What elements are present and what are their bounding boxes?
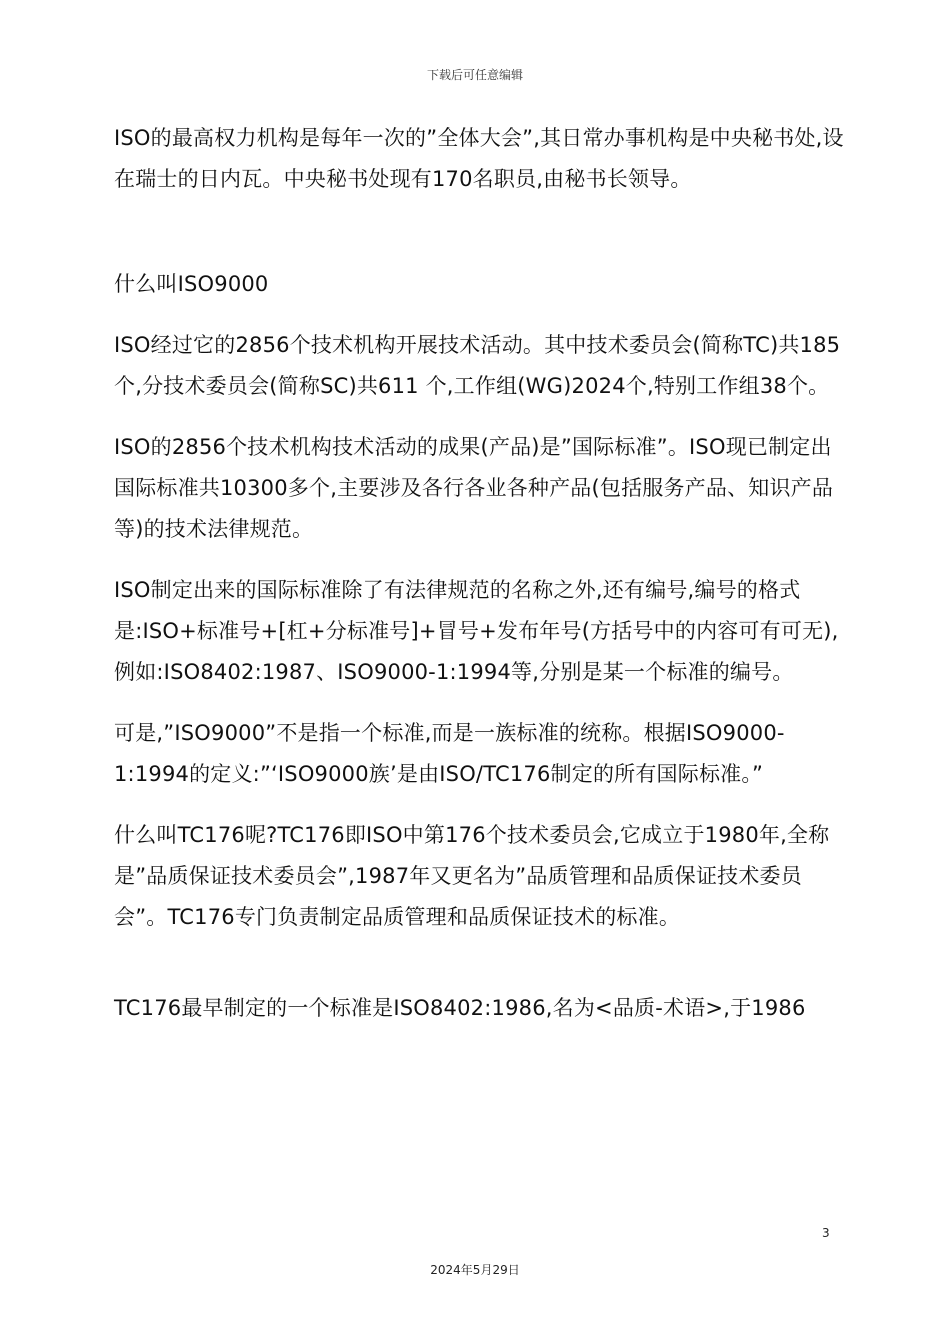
paragraph-technical-bodies: ISO经过它的2856个技术机构开展技术活动。其中技术委员会(简称TC)共185个,分技术委员会(简称SC)共611 个,工作组(WG)2024个,特别工作组38个。 — [114, 333, 841, 398]
paragraph-first-standard: TC176最早制定的一个标准是ISO8402:1986,名为<品质-术语>,于1986 — [114, 996, 806, 1020]
page-header: 下载后可任意编辑 — [426, 68, 523, 82]
paragraph-standard-numbering: ISO制定出来的国际标准除了有法律规范的名称之外,还有编号,编号的格式是:ISO+标准号+[杠+分标准号]+冒号+发布年号(方括号中的内容可有可无),例如:ISO8402:1987、ISO9000-1:1994等,分别是某一个标准的编号。 — [114, 578, 839, 684]
document-body — [114, 118, 844, 1029]
page-date: 2024年5月29日 — [430, 1263, 520, 1277]
page-number: 3 — [822, 1226, 830, 1240]
paragraph-tc176: 什么叫TC176呢?TC176即ISO中第176个技术委员会,它成立于1980年,全称是”品质保证技术委员会”,1987年又更名为”品质管理和品质保证技术委员会”。TC176专门负责制定品质管理和品质保证技术的标准。 — [114, 823, 830, 929]
paragraph-iso9000-family: 可是,”ISO9000”不是指一个标准,而是一族标准的统称。根据ISO9000-1:1994的定义:”‘ISO9000族’是由ISO/TC176制定的所有国际标准。” — [114, 721, 785, 786]
section-heading: 什么叫ISO9000 — [114, 272, 269, 296]
paragraph-iso-governance: ISO的最高权力机构是每年一次的”全体大会”,其日常办事机构是中央秘书处,设在瑞士的日内瓦。中央秘书处现有170名职员,由秘书长领导。 — [114, 126, 844, 191]
paragraph-international-standards: ISO的2856个技术机构技术活动的成果(产品)是”国际标准”。ISO现已制定出国际标准共10300多个,主要涉及各行各业各种产品(包括服务产品、知识产品等)的技术法律规范。 — [114, 435, 834, 541]
